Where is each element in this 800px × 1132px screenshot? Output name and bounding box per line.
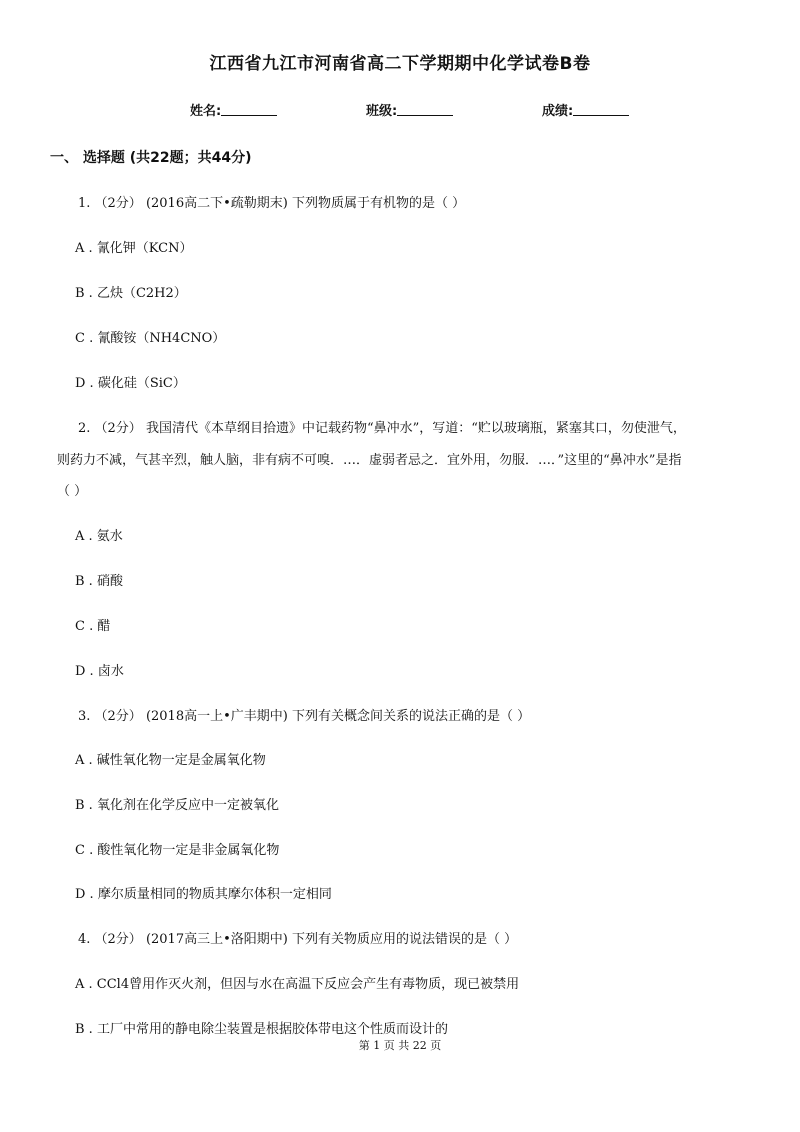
question-1-option-d[interactable]: D . 碳化硅（SiC） (75, 376, 186, 391)
name-field[interactable] (190, 100, 277, 119)
question-3-option-a[interactable]: A . 碱性氧化物一定是金属氧化物 (75, 753, 266, 768)
question-1-option-b[interactable]: B . 乙炔（C2H2） (75, 286, 187, 301)
question-4-option-b[interactable]: B . 工厂中常用的静电除尘装置是根据胶体带电这个性质而设计的 (75, 1022, 448, 1037)
question-3-option-c[interactable]: C . 酸性氧化物一定是非金属氧化物 (75, 843, 280, 858)
question-2-option-d[interactable]: D . 卤水 (75, 664, 124, 679)
class-blank[interactable] (397, 102, 453, 116)
question-1-stem: 1. （2分） (2016高二下•疏勒期末) 下列物质属于有机物的是（ ） (78, 196, 466, 211)
question-2-option-c[interactable]: C . 醋 (75, 619, 111, 634)
question-4-stem: 4. （2分） (2017高三上•洛阳期中) 下列有关物质应用的说法错误的是（ ） (78, 932, 518, 947)
exam-title: 江西省九江市河南省高二下学期期中化学试卷B卷 (209, 54, 591, 74)
name-label: 姓名: (190, 104, 222, 119)
score-field[interactable] (542, 100, 629, 119)
question-2-option-a[interactable]: A . 氨水 (75, 529, 123, 544)
question-2-stem-line-3: （ ） (57, 484, 88, 499)
question-2-stem-line-2: 则药力不减，气甚辛烈，触人脑，非有病不可嗅．…．虚弱者忌之．宜外用，勿服．…．”这里的“鼻冲水”是指 (57, 453, 682, 468)
question-1-option-c[interactable]: C . 氰酸铵（NH4CNO） (75, 331, 226, 346)
class-field[interactable] (366, 100, 453, 119)
question-2-option-b[interactable]: B . 硝酸 (75, 574, 123, 589)
name-blank[interactable] (221, 102, 277, 116)
question-3-option-d[interactable]: D . 摩尔质量相同的物质其摩尔体积一定相同 (75, 887, 332, 902)
question-3-option-b[interactable]: B . 氧化剂在化学反应中一定被氧化 (75, 798, 279, 813)
page-footer: 第 1 页 共 22 页 (358, 1039, 442, 1052)
question-1-option-a[interactable]: A . 氰化钾（KCN） (75, 241, 193, 256)
score-label: 成绩: (542, 104, 574, 119)
question-4-option-a[interactable]: A . CCl4曾用作灭火剂，但因与水在高温下反应会产生有毒物质，现已被禁用 (75, 977, 520, 992)
score-blank[interactable] (573, 102, 629, 116)
section-heading: 一、 选择题 (共22题；共44分) (50, 150, 252, 166)
question-2-stem: 2. （2分） 我国清代《本草纲目拾遗》中记载药物“鼻冲水”，写道：“贮以玻璃瓶，紧塞其口，勿使泄气， (78, 421, 686, 436)
question-3-stem: 3. （2分） (2018高一上•广丰期中) 下列有关概念间关系的说法正确的是（ ） (78, 709, 531, 724)
class-label: 班级: (366, 104, 398, 119)
